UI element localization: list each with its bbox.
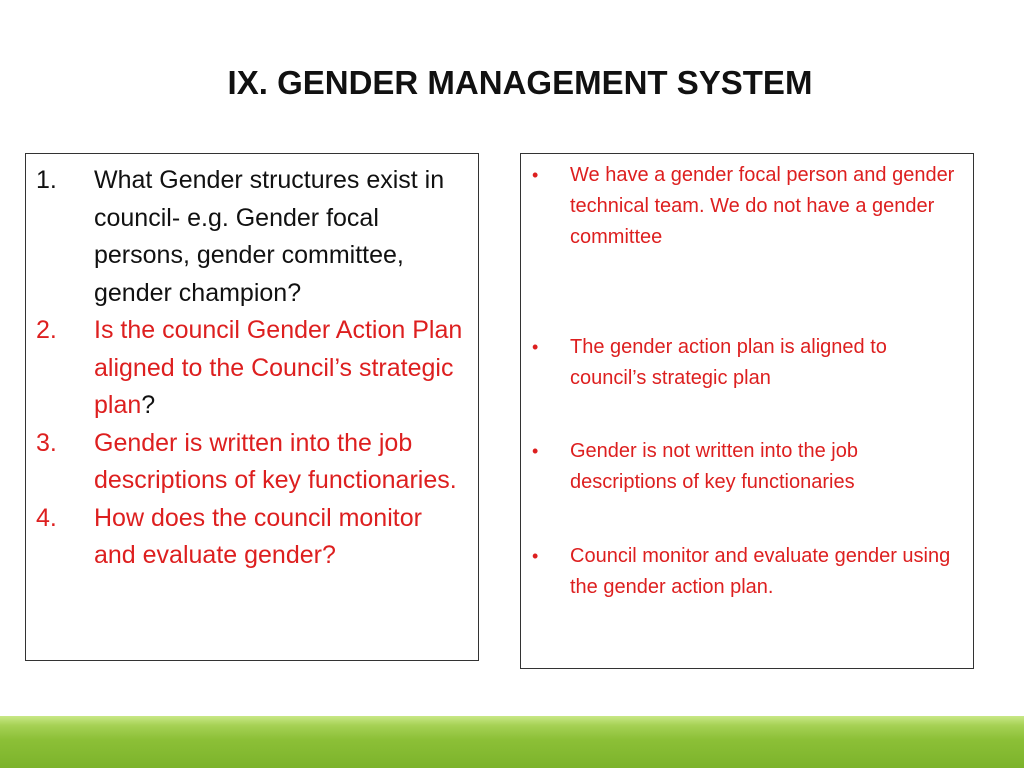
questions-list — [26, 162, 478, 575]
question-number: 4. — [36, 503, 57, 532]
answers-box — [520, 153, 974, 669]
bullet-icon: • — [532, 165, 539, 185]
question-item-4 — [26, 500, 478, 575]
answer-item-4 — [521, 541, 973, 603]
bullet-icon: • — [532, 441, 539, 461]
answer-text: Gender is not written into the job descriptions of key functionaries — [570, 440, 858, 493]
question-text: What Gender structures exist in council- e.g. Gender focal persons, gender committee, gender champion? — [94, 166, 445, 307]
question-number: 1. — [36, 166, 57, 194]
footer-bar — [0, 716, 1024, 768]
answer-text: Council monitor and evaluate gender using the gender action plan. — [570, 545, 951, 598]
question-trailing-mark: ? — [141, 391, 156, 419]
answer-item-3 — [521, 436, 973, 498]
answer-item-2 — [521, 332, 973, 394]
answer-text: We have a gender focal person and gender technical team. We do not have a gender committee — [570, 164, 955, 248]
questions-box — [25, 153, 479, 661]
question-item-1 — [26, 162, 478, 312]
question-text: Gender is written into the job descriptions of key functionaries. — [94, 428, 457, 494]
question-text: Is the council Gender Action Plan aligned to the Council’s strategic plan — [94, 316, 463, 419]
question-item-3 — [26, 425, 478, 500]
question-number: 2. — [36, 316, 57, 344]
answer-text: The gender action plan is aligned to council’s strategic plan — [570, 336, 887, 389]
question-text: How does the council monitor and evaluate gender? — [94, 503, 422, 569]
slide-title: IX. GENDER MANAGEMENT SYSTEM — [227, 64, 813, 101]
answer-item-1 — [521, 160, 973, 253]
bullet-icon: • — [532, 546, 539, 566]
question-item-2 — [26, 312, 478, 425]
question-number: 3. — [36, 428, 57, 457]
bullet-icon: • — [532, 337, 539, 357]
